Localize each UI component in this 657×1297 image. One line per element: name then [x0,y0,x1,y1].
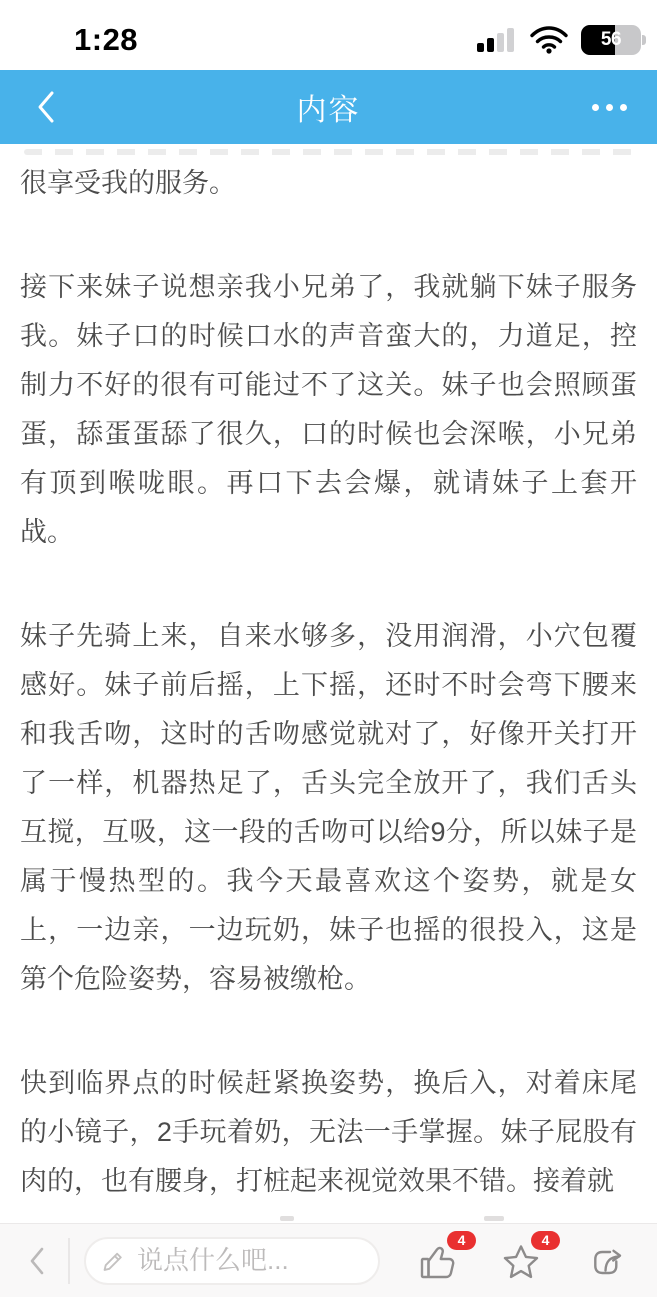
wifi-icon [529,25,569,55]
share-icon [583,1240,627,1284]
battery-icon [581,25,641,55]
clipped-next-line-fragment [484,1216,504,1221]
more-button[interactable] [577,70,641,144]
paragraph: 很享受我的服务。 [20,168,236,198]
status-bar [0,0,657,70]
page-title: 内容 [296,94,361,127]
battery-percent: 56 [600,29,622,50]
favorite-count-badge: 4 [531,1231,560,1250]
toolbar-divider [68,1238,70,1284]
battery-cap [642,35,646,45]
favorite-button[interactable] [499,1231,550,1284]
comment-input-pill[interactable] [84,1237,380,1285]
toolbar-back-button[interactable] [26,1244,48,1278]
chevron-left-icon [26,1244,48,1278]
ellipsis-icon [592,104,599,111]
paragraph: 快到临界点的时候赶紧换姿势，换后入，对着床尾的小镜子，2手玩着奶，无法一手掌握。妹子屁股有肉的，也有腰身，打桩起来视觉效果不错。接着就 [20,1068,637,1196]
like-count-badge: 4 [447,1231,476,1250]
paragraph: 妹子先骑上来，自来水够多，没用润滑，小穴包覆感好。妹子前后摇，上下摇，还时不时会弯下腰来和我舌吻，这时的舌吻感觉就对了，好像开关打开了一样，机器热足了，舌头完全放开了，我们舌头互搅，互吸，这一段的舌吻可以给9分，所以妹子是属于慢热型的。我今天最喜欢这个姿势，就是女上，一边亲，一边玩奶，妹子也摇的很投入，这是第个危险姿势，容易被缴枪。 [20,621,637,994]
content-area [0,144,657,1223]
back-button[interactable] [18,70,74,144]
bottom-toolbar [0,1223,657,1297]
nav-header [0,70,657,144]
clipped-previous-line [24,149,633,155]
status-icons [477,25,641,55]
paragraph: 接下来妹子说想亲我小兄弟了，我就躺下妹子服务我。妹子口的时候口水的声音蛮大的，力道足，控制力不好的很有可能过不了这关。妹子也会照顾蛋蛋，舔蛋蛋舔了很久，口的时候也会深喉，小兄弟有顶到喉咙眼。再口下去会爆，就请妹子上套开战。 [20,272,637,547]
status-time: 1:28 [74,22,139,57]
share-button[interactable] [583,1238,627,1284]
chevron-left-icon [33,87,59,127]
cellular-signal-icon [477,26,517,54]
clipped-next-line-fragment [280,1216,294,1221]
like-button[interactable] [415,1231,466,1284]
comment-input[interactable] [137,1245,364,1276]
pencil-icon [100,1247,127,1274]
toolbar-actions [415,1231,627,1284]
